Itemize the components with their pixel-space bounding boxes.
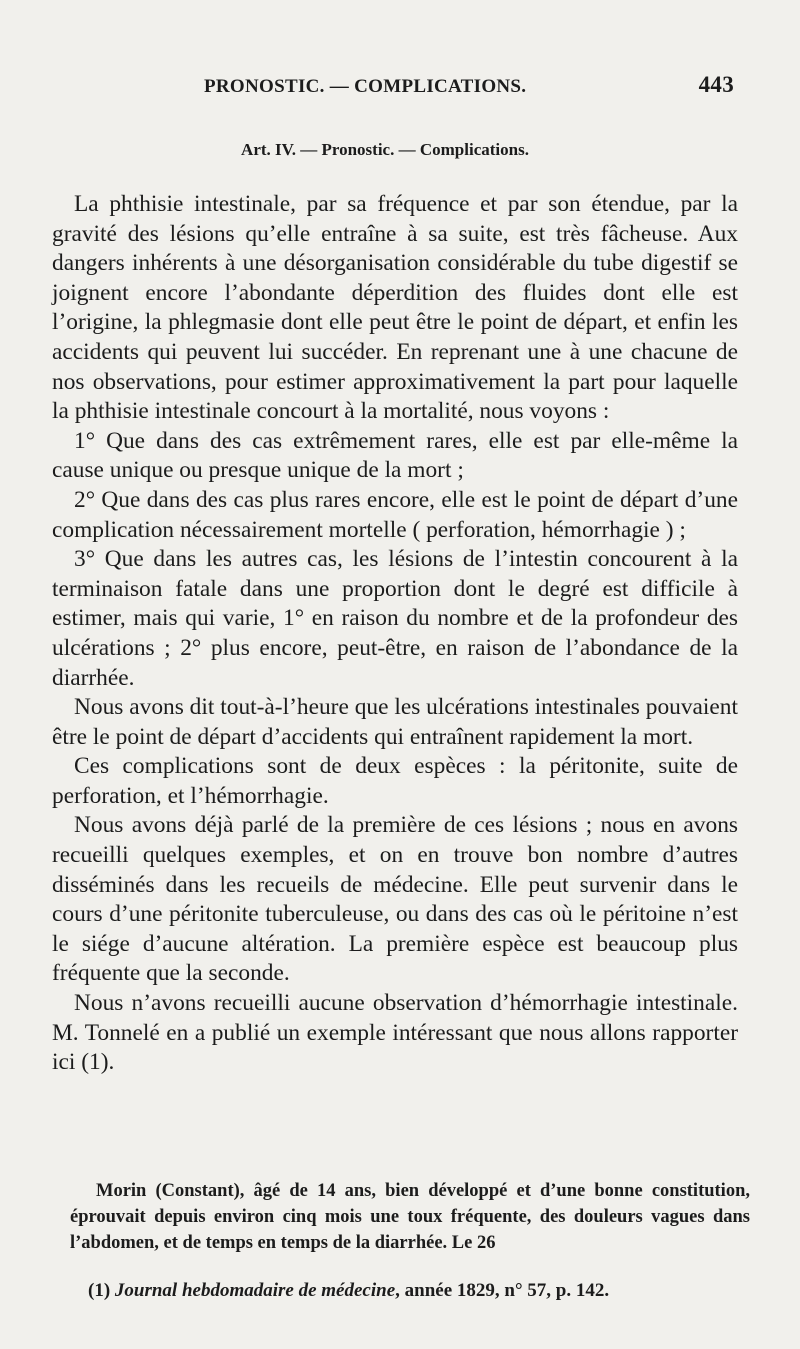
case-observation [70, 1178, 750, 1256]
page-number: 443 [698, 72, 734, 97]
paragraph: Nous avons dit tout-à-l’heure que les ulcérations intestinales pouvaient être le point de départ d’accidents qui entraînent rapidement la mort. [52, 694, 738, 750]
paragraph: Nous avons déjà parlé de la première de ces lésions ; nous en avons recueilli quelques exemples, et on en trouve bon nombre d’autres disséminés dans les recueils de médecine. Elle peut survenir dans le cours d’une péritonite tuberculeuse, ou dans des cas où le péritoine n’est le siége d’aucune altération. La première espèce est beaucoup plus fréquente que la seconde. [52, 812, 738, 987]
paragraph: 2° Que dans des cas plus rares encore, elle est le point de départ d’une complication nécessairement mortelle ( perforation, hémorrhagie ) ; [52, 486, 738, 543]
section-title: Art. IV. — Pronostic. — Complications. [241, 140, 529, 159]
footnote-details: , année 1829, n° 57, p. 142. [395, 1280, 610, 1301]
running-header [200, 72, 740, 106]
paragraph: Ces complications sont de deux espèces : la péritonite, suite de perforation, et l’hémorrhagie. [52, 753, 738, 809]
case-note-text: Morin (Constant), âgé de 14 ans, bien développé et d’une bonne constitution, éprouvait depuis environ cinq mois une toux fréquente, des douleurs vagues dans l’abdomen, et de temps en temps de la diarrhée. Le 26 [70, 1181, 750, 1253]
paragraph: 3° Que dans les autres cas, les lésions de l’intestin concourent à la terminaison fatale dans une proportion dont le degré est difficile à estimer, mais qui varie, 1° en raison du nombre et de la profondeur des ulcérations ; 2° plus encore, peut-être, en raison de l’abondance de la diarrhée. [52, 546, 738, 691]
footnote-journal: Journal hebdomadaire de médecine [114, 1280, 396, 1301]
paragraph: La phthisie intestinale, par sa fréquence et par son étendue, par la gravité des lésions qu’elle entraîne à sa suite, est très fâcheuse. Aux dangers inhérents à une désorganisation considérable du tube digestif se joignent encore l’abondante déperdition des fluides dont elle est l’origine, la phlegmasie dont elle peut être le point de départ, et enfin les accidents qui peuvent lui succéder. En reprenant une à une chacune de nos observations, pour estimer approximativement la part pour laquelle la phthisie intestinale concourt à la mortalité, nous voyons : [52, 191, 738, 425]
paragraph: 1° Que dans des cas extrêmement rares, elle est par elle-même la cause unique ou presque unique de la mort ; [52, 427, 738, 484]
body-text [52, 190, 738, 1078]
running-title: PRONOSTIC. — COMPLICATIONS. [204, 76, 527, 97]
footnote-marker: (1) [88, 1280, 111, 1301]
footnote [88, 1280, 728, 1302]
paragraph: Nous n’avons recueilli aucune observation d’hémorrhagie intestinale. M. Tonnelé en a publié un exemple intéressant que nous allons rapporter ici (1). [52, 990, 738, 1076]
